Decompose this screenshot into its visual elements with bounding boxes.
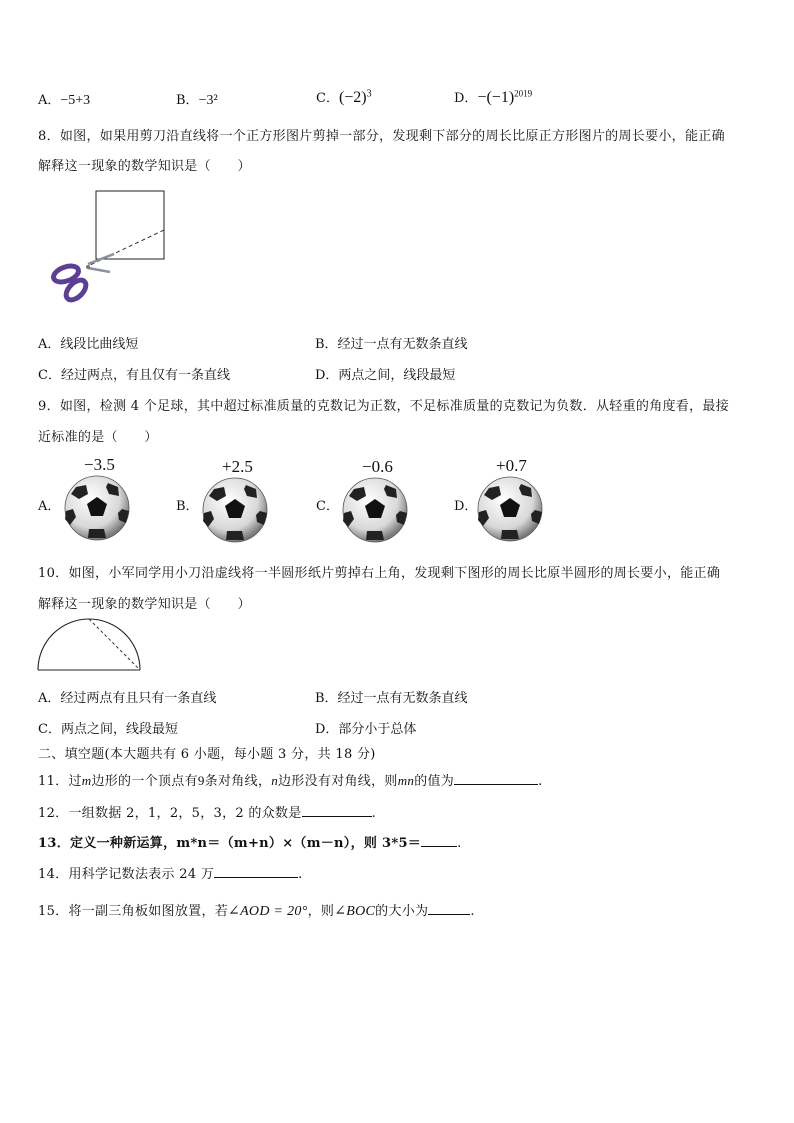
q7-option-d — [454, 87, 532, 107]
q14 — [38, 863, 303, 882]
answer-blank[interactable] — [214, 865, 298, 878]
ball-b-letter: B． — [176, 499, 199, 514]
q12 — [38, 802, 376, 821]
q8-stem-line1: 8．如图，如果用剪刀沿直线将一个正方形图片剪掉一部分，发现剩下部分的周长比原正方形图片的周长要小，能正确 — [38, 129, 725, 144]
q10-option-c: C．两点之间，线段最短 — [38, 722, 178, 737]
q11 — [38, 770, 543, 789]
soccer-ball-icon — [64, 475, 130, 541]
option-expression: −5+3 — [60, 93, 91, 108]
q10-option-a: A．经过两点有且只有一条直线 — [38, 691, 217, 706]
cut-dashed-line — [89, 619, 140, 670]
q13 — [38, 832, 462, 851]
q9-stem-line2: 近标准的是（ ） — [38, 430, 158, 445]
q11-text: 边形没有对角线，则 — [278, 774, 398, 789]
q7-option-c — [316, 87, 372, 107]
answer-blank[interactable] — [454, 772, 538, 785]
option-expression: (−2) — [338, 89, 367, 106]
answer-blank[interactable] — [421, 834, 457, 847]
q14-text: 14．用科学记数法表示 24 万 — [38, 867, 215, 882]
ball-a-value: −3.5 — [84, 455, 115, 474]
ball-b-value: +2.5 — [222, 457, 253, 476]
soccer-ball-icon — [477, 476, 543, 542]
q8-option-d: D．两点之间，线段最短 — [315, 368, 456, 383]
soccer-ball-icon — [202, 477, 268, 543]
q8-option-c: C．经过两点，有且仅有一条直线 — [38, 368, 230, 383]
q10-stem-line1: 10．如图，小军同学用小刀沿虚线将一半圆形纸片剪掉右上角，发现剩下图形的周长比原半圆形的周长要小，能正确 — [38, 566, 721, 581]
answer-blank[interactable] — [428, 902, 470, 915]
option-letter: C． — [316, 91, 339, 106]
q13-end: . — [457, 836, 462, 851]
q11-number: 9 — [197, 773, 205, 788]
q15-text: ，则 — [307, 904, 335, 919]
ball-c-value: −0.6 — [362, 457, 393, 476]
q7-option-a — [38, 89, 90, 109]
q15 — [38, 900, 475, 920]
q11-text: 条对角线， — [204, 774, 272, 789]
option-expression: −3² — [198, 93, 218, 108]
option-letter: A． — [38, 93, 61, 108]
q12-text: 12．一组数据 2，1，2，5，3，2 的众数是 — [38, 806, 302, 821]
q7-option-b — [176, 89, 218, 109]
semicircle-arc — [38, 619, 140, 670]
q10-stem-line2: 解释这一现象的数学知识是（ ） — [38, 597, 251, 612]
q14-end: . — [298, 867, 303, 882]
ball-c-letter: C． — [316, 499, 339, 514]
q11-text: 11．过 — [38, 774, 82, 789]
q11-end: . — [538, 774, 543, 789]
q15-angle-boc: ∠BOC — [334, 904, 376, 919]
q11-text: 的值为 — [414, 774, 455, 789]
soccer-ball-icon — [342, 477, 408, 543]
option-exponent: 2019 — [514, 88, 533, 99]
q8-option-a: A．线段比曲线短 — [38, 337, 139, 352]
ball-d-value: +0.7 — [496, 456, 527, 475]
q8-stem-line2: 解释这一现象的数学知识是（ ） — [38, 159, 251, 174]
q15-end: . — [470, 904, 475, 919]
q15-text: 15．将一副三角板如图放置，若 — [38, 904, 229, 919]
q10-option-d: D．部分小于总体 — [315, 722, 417, 737]
q11-var-m: m — [81, 773, 92, 788]
q11-var-mn: mn — [397, 773, 415, 788]
ball-a-letter: A． — [38, 499, 61, 514]
q8-square-scissors-figure — [48, 188, 170, 306]
q13-text: 13．定义一种新运算，m*n＝（m+n）×（m－n），则 3*5＝ — [38, 836, 422, 851]
q10-option-b: B．经过一点有无数条直线 — [315, 691, 468, 706]
q11-var-n: n — [271, 773, 278, 788]
option-letter: B． — [176, 93, 199, 108]
answer-blank[interactable] — [302, 804, 372, 817]
q15-angle-aod: ∠AOD = 20° — [228, 904, 308, 919]
q15-text: 的大小为 — [375, 904, 429, 919]
q12-end: . — [371, 806, 377, 821]
ball-d-letter: D． — [454, 499, 478, 514]
q8-option-b: B．经过一点有无数条直线 — [315, 337, 468, 352]
option-letter: D． — [454, 91, 478, 106]
q11-text: 边形的一个顶点有 — [91, 774, 198, 789]
q10-semicircle-figure — [36, 618, 142, 672]
scissors-icon — [51, 254, 114, 303]
option-expression: −(−1) — [477, 89, 515, 106]
option-exponent: 3 — [366, 88, 372, 100]
square-paper — [96, 191, 164, 259]
q9-stem-line1: 9．如图，检测 4 个足球，其中超过标准质量的克数记为正数，不足标准质量的克数记为负数．从轻重的角度看，最接 — [38, 399, 730, 414]
section-heading: 二、填空题(本大题共有 6 小题，每小题 3 分，共 18 分) — [38, 747, 376, 762]
